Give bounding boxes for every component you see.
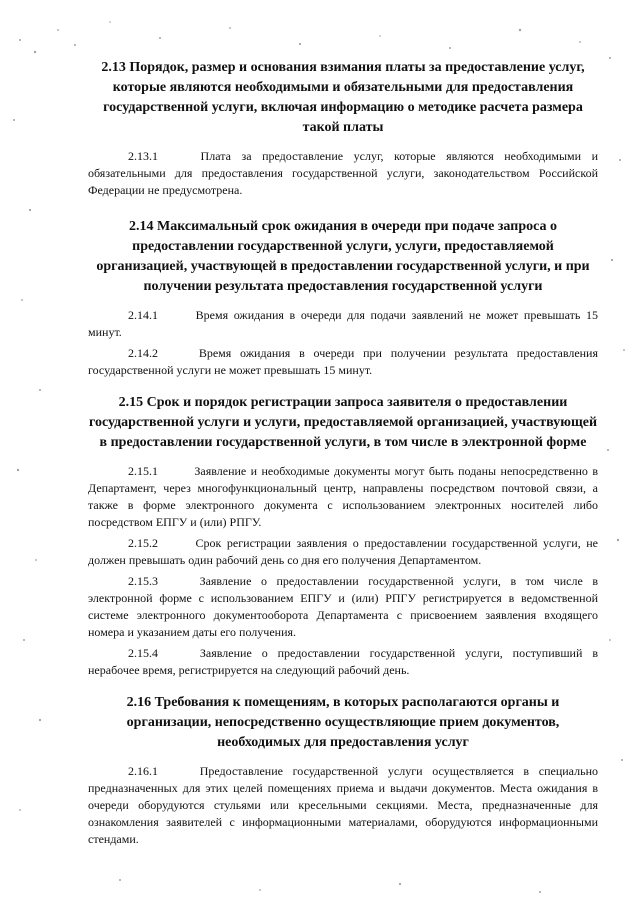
section-2-16	[88, 693, 598, 848]
paragraph-text: Плата за предоставление услуг, которые являются необходимыми и обязательными для предоставления государственной услуги, законодательством Российской Федерации не предусмотрена.	[88, 149, 599, 197]
paragraph	[88, 307, 598, 341]
paragraph	[88, 148, 598, 199]
paragraph-number: 2.15.2	[128, 536, 158, 550]
paragraph-number: 2.15.3	[128, 574, 158, 588]
paragraph	[88, 463, 598, 531]
document-body	[88, 58, 598, 852]
section-2-13	[88, 58, 598, 199]
section-2-14	[88, 217, 598, 379]
section-heading: 2.13 Порядок, размер и основания взимания платы за предоставление услуг, которые являются необходимыми и обязательными для предоставления государственной услуги, включая информацию о методике расчета размера такой платы	[101, 60, 585, 135]
paragraph-number: 2.14.2	[128, 346, 158, 360]
paragraph	[88, 345, 598, 379]
section-heading: 2.15 Срок и порядок регистрации запроса заявителя о предоставлении государственной услуги и услуги, предоставляемой организацией, участвующей в предоставлении государственной услуги, в том числе в электронной форме	[88, 395, 598, 450]
paragraph	[88, 535, 598, 569]
paragraph-number: 2.15.4	[128, 646, 158, 660]
paragraph-text: Время ожидания в очереди при получении результата предоставления государственной услуги не может превышать 15 минут.	[88, 346, 599, 377]
paragraph-text: Заявление о предоставлении государственной услуги, поступивший в нерабочее время, регистрируется на следующий рабочий день.	[88, 646, 598, 677]
section-2-15	[88, 393, 598, 679]
paragraph	[88, 645, 598, 679]
paragraph-number: 2.13.1	[128, 149, 158, 163]
paragraph-number: 2.15.1	[128, 464, 158, 478]
paragraph-text: Заявление о предоставлении государственной услуги, в том числе в электронной форме с использованием ЕПГУ и (или) РПГУ регистрируется в ведомственной системе электронного документооборота Департамента с присвоением заявления входящего номера и указанием даты его получения.	[88, 574, 599, 639]
paragraph-text: Срок регистрации заявления о предоставлении государственной услуги, не должен превышать один рабочий день со дня его получения Департаментом.	[88, 536, 598, 567]
paragraph-number: 2.14.1	[128, 308, 158, 322]
section-heading: 2.16 Требования к помещениям, в которых располагаются органы и организации, непосредственно осуществляющие прием документов, необходимых для предоставления услуг	[126, 695, 560, 750]
paragraph-text: Заявление и необходимые документы могут быть поданы непосредственно в Департамент, через многофункциональный центр, направлены посредством почтовой связи, а также в форме электронного документа с использованием электронных носителей либо посредством ЕПГУ и (или) РПГУ.	[88, 464, 598, 529]
paragraph	[88, 763, 598, 848]
paragraph-number: 2.16.1	[128, 764, 158, 778]
paragraph	[88, 573, 598, 641]
paragraph-text: Предоставление государственной услуги осуществляется в специально предназначенных для этих целей помещениях приема и выдачи документов. Места ожидания в очереди оборудуются стульями или кресельными секциями. Места, предназначенные для ознакомления заявителей с информационными материалами, оборудуются информационными стендами.	[88, 764, 599, 846]
section-heading: 2.14 Максимальный срок ожидания в очереди при подаче запроса о предоставлении государственной услуги, услуги, предоставляемой организацией, участвующей в предоставлении государственной услуги, и при получении результата предоставления государственной услуги	[96, 219, 590, 294]
paragraph-text: Время ожидания в очереди для подачи заявлений не может превышать 15 минут.	[88, 308, 599, 339]
